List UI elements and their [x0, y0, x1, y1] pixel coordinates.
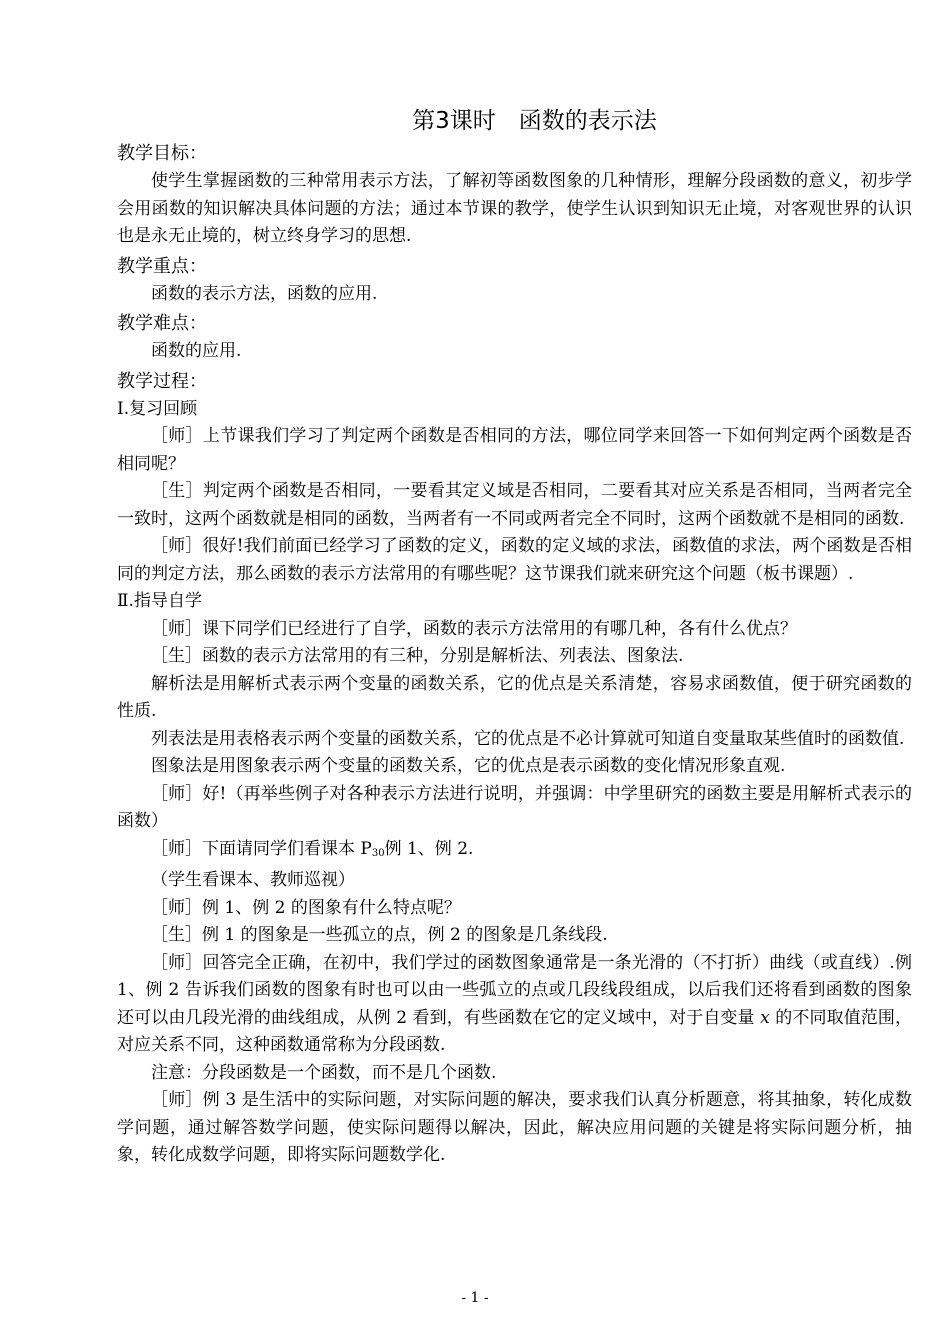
- paragraph-6: 解析法是用解析式表示两个变量的函数关系，它的优点是关系清楚，容易求函数值，便于研究函数的性质.: [117, 673, 912, 721]
- key-heading: 教学重点：: [117, 255, 207, 277]
- paragraph-3: ［师］很好!我们前面已经学习了函数的定义，函数的定义域的求法，函数值的求法，两个函数是否相同的判定方法，那么函数的表示方法常用的有哪些呢？这节课我们就来研究这个问题（板书课题）.: [117, 536, 912, 584]
- paragraph-10: [117, 836, 912, 868]
- difficulty-text: 函数的应用.: [151, 341, 242, 361]
- variable-x: x: [760, 1007, 770, 1028]
- p10-post: 例 1、例 2.: [384, 838, 474, 859]
- paragraph-4: ［师］课下同学们已经进行了自学，函数的表示方法常用的有哪几种，各有什么优点？: [151, 618, 797, 639]
- paragraph-8: 图象法是用图象表示两个变量的函数关系，它的优点是表示函数的变化情况形象直观.: [151, 756, 786, 776]
- paragraph-11: （学生看课本、教师巡视）: [151, 870, 355, 890]
- paragraph-9: ［师］好!（再举些例子对各种表示方法进行说明，并强调：中学里研究的函数主要是用解析式表示的函数）: [117, 783, 912, 831]
- guide-heading: Ⅱ.指导自学: [117, 591, 202, 611]
- paragraph-15: 注意：分段函数是一个函数，而不是几个函数.: [151, 1062, 497, 1083]
- goal-text: 使学生掌握函数的三种常用表示方法，了解初等函数图象的几种情形，理解分段函数的意义，初步学会用函数的知识解决具体问题的方法；通过本节课的教学，使学生认识到知识无止境，对客观世界的认识也是永无止境的，树立终身学习的思想.: [117, 171, 912, 246]
- paragraph-7: 列表法是用表格表示两个变量的函数关系，它的优点是不必计算就可知道自变量取某些值时的函数值.: [151, 728, 905, 749]
- document-page: [117, 104, 912, 1170]
- paragraph-5: ［生］函数的表示方法常用的有三种，分别是解析法、列表法、图象法.: [151, 646, 684, 666]
- p14-pre: ［师］回答完全正确，在初中，我们学过的函数图象通常是一条光滑的（不打折）曲线（或直线）.例 1、例 2 告诉我们函数的图象有时也可以由一些弧立的点或几段线段组成，以后我们还将看到函数的图象还可以由几段光滑的曲线组成，从例 2 看到，有些函数在它的定义域中，对于自变量: [117, 952, 912, 1028]
- p10-pre: ［师］下面请同学们看课本 P: [151, 838, 372, 859]
- key-text: 函数的表示方法，函数的应用.: [151, 283, 378, 304]
- process-heading: 教学过程：: [117, 370, 207, 392]
- difficulty-heading: 教学难点：: [117, 313, 207, 334]
- goal-heading: 教学目标：: [117, 143, 207, 164]
- paragraph-1: ［师］上节课我们学习了判定两个函数是否相同的方法，哪位同学来回答一下如何判定两个函数是否相同呢？: [117, 426, 912, 474]
- paragraph-16: ［师］例 3 是生活中的实际问题，对实际问题的解决，要求我们认真分析题意，将其抽象，转化成数学问题，通过解答数学问题，使实际问题得以解决，因此，解决应用问题的关键是将实际问题分析，抽象，转化成数学问题，即将实际问题数学化.: [117, 1090, 912, 1165]
- page-number: - 1 -: [461, 1290, 489, 1306]
- paragraph-14: [117, 950, 912, 1060]
- paragraph-13: ［生］例 1 的图象是一些孤立的点，例 2 的图象是几条线段.: [151, 925, 608, 945]
- paragraph-2: ［生］判定两个函数是否相同，一要看其定义域是否相同，二要看其对应关系是否相同，当两者完全一致时，这两个函数就是相同的函数，当两者有一不同或两者完全不同时，这两个函数就不是相同的函数.: [117, 481, 912, 529]
- review-heading: Ⅰ.复习回顾: [117, 398, 198, 419]
- paragraph-12: ［师］例 1、例 2 的图象有什么特点呢？: [151, 897, 461, 918]
- p10-subscript: 30: [371, 847, 385, 859]
- lesson-title: 第3课时 函数的表示法: [412, 108, 657, 134]
- p14-post: 的不同取值范围，对应关系不同，这种函数通常称为分段函数.: [117, 1007, 913, 1055]
